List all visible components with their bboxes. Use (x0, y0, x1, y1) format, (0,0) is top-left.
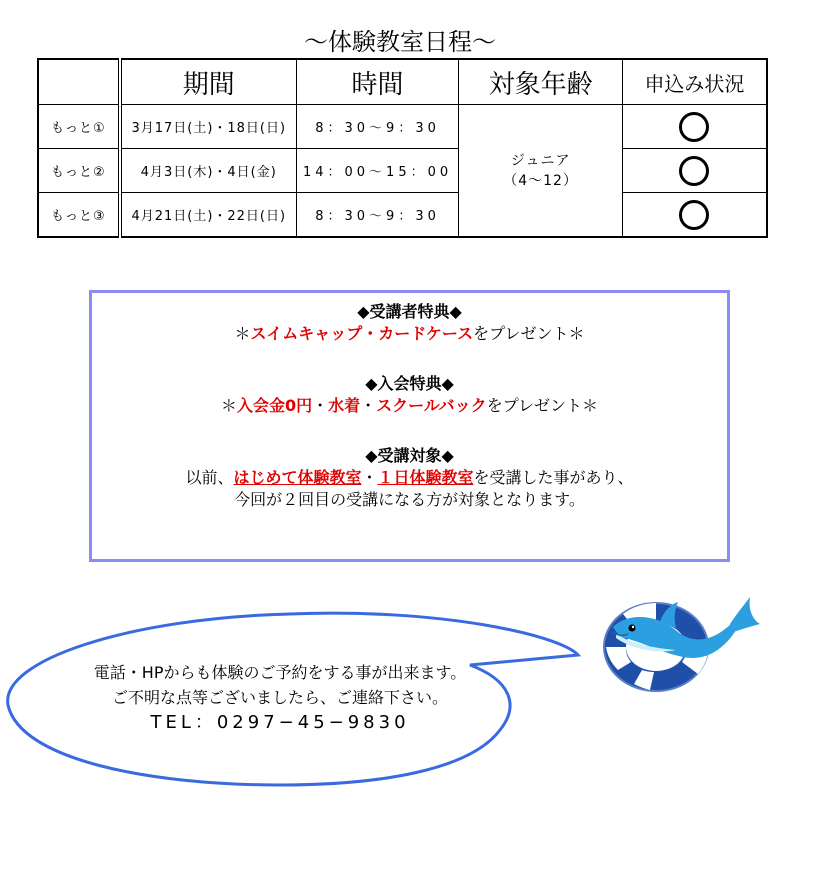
target-heading: ◆受講対象◆ (365, 446, 454, 465)
target-highlight1: はじめて体験教室 (233, 468, 362, 487)
row-label: もっと② (38, 149, 120, 193)
benefit1-post: をプレゼント＊ (473, 324, 585, 343)
benefit2-pre: ＊ (220, 396, 237, 415)
circle-icon (679, 200, 709, 230)
target-pre: 以前、 (185, 468, 234, 487)
benefit1-highlight: スイムキャップ・カードケース (250, 324, 474, 343)
page-title: ～体験教室日程～ (304, 28, 496, 56)
circle-icon (679, 156, 709, 186)
table-row (38, 149, 767, 193)
benefit2-post: をプレゼント＊ (486, 396, 599, 415)
row-period: 3月17日(土)・18日(日) (120, 105, 297, 149)
target-post: を受講した事があり、 (473, 468, 634, 487)
target-highlight2: １日体験教室 (377, 468, 474, 487)
row-status (622, 193, 767, 238)
dolphin-icon (598, 592, 763, 697)
row-status (622, 149, 767, 193)
age-label: ジュニア (510, 152, 571, 169)
benefit2-heading: ◆入会特典◆ (365, 374, 454, 393)
header-period: 期間 (120, 59, 297, 105)
schedule-table (37, 58, 768, 238)
circle-icon (679, 112, 709, 142)
benefit2-highlight3: スクールバック (376, 396, 487, 415)
age-range: （4～12） (503, 172, 578, 189)
table-row (38, 105, 767, 149)
benefit1-heading: ◆受講者特典◆ (357, 302, 462, 321)
row-time: 8：30～9：30 (296, 105, 459, 149)
benefit1-text (92, 323, 727, 345)
benefit2-highlight1: 入会金0円 (236, 396, 313, 415)
table-row (38, 193, 767, 238)
row-age (459, 105, 623, 238)
bubble-line1: 電話・HPからも体験のご予約をする事が出来ます。 (93, 663, 467, 682)
benefits-box (89, 290, 730, 562)
row-period: 4月21日(土)・22日(日) (120, 193, 297, 238)
benefit2-highlight2: 水着 (328, 396, 361, 415)
target-sep: ・ (361, 468, 378, 487)
row-time: 8：30～9：30 (296, 193, 459, 238)
header-status: 申込み状況 (622, 59, 767, 105)
bubble-line2: ご不明な点等ございましたら、ご連絡下さい。 (111, 688, 448, 707)
header-time: 時間 (296, 59, 459, 105)
header-age: 対象年齢 (459, 59, 623, 105)
benefit1-pre: ＊ (234, 324, 251, 343)
row-label: もっと① (38, 105, 120, 149)
header-blank (38, 59, 120, 105)
bubble-text (40, 660, 520, 735)
target-text-line2: 今回が２回目の受講になる方が対象となります。 (234, 490, 585, 509)
phone-number: TEL：0297−45−9830 (150, 712, 410, 733)
benefit2-text (92, 395, 727, 417)
table-header-row (38, 59, 767, 105)
benefit2-sep1: ・ (312, 396, 329, 415)
row-period: 4月3日(木)・4日(金) (120, 149, 297, 193)
benefit2-sep2: ・ (360, 396, 377, 415)
row-label: もっと③ (38, 193, 120, 238)
row-status (622, 105, 767, 149)
row-time: 14：00～15：00 (296, 149, 459, 193)
target-text (92, 467, 727, 489)
